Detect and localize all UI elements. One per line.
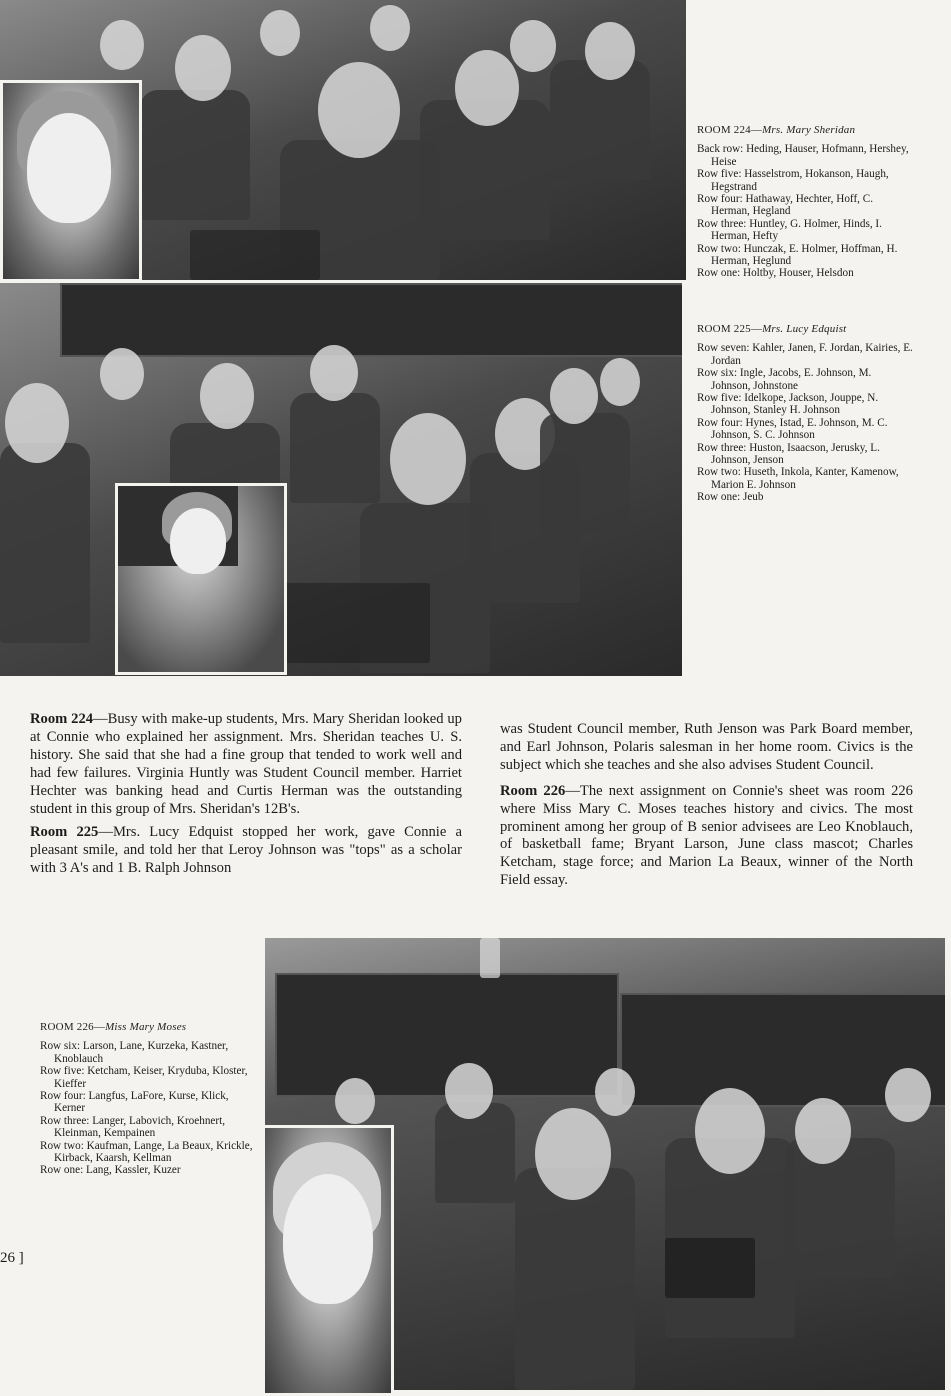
room-225-caption: [697, 323, 913, 504]
room-225-row: Row four: Hynes, Istad, E. Johnson, M. C. Johnson, S. C. Johnson: [697, 416, 888, 442]
room-225-row: Row one: Jeub: [697, 491, 764, 504]
room-226-heading: ROOM 226—Miss Mary Moses: [40, 1021, 187, 1033]
room-226-caption: [40, 1021, 254, 1177]
room-224-caption: [697, 124, 913, 280]
room-225-row: Row two: Huseth, Inkola, Kanter, Kamenow, Marion E. Johnson: [697, 466, 899, 491]
body-column-left: [30, 711, 462, 884]
room-226-row: Row two: Kaufman, Lange, La Beaux, Krickle, Kirback, Kaarsh, Kellman: [40, 1139, 253, 1165]
room-224-text: —Busy with make-up students, Mrs. Mary Sheridan looked up at Connie who explained her assignment. Mrs. Sheridan teaches U. S. history. She said that she had a fine group that tended to work well and had few failures. Virginia Huntly was Student Council member. Harriet Hechter was banking head and Curtis Herman was the outstanding student in this group of Mrs. Sheridan's 12B's.: [30, 711, 462, 817]
room-226-row: Row one: Lang, Kassler, Kuzer: [40, 1164, 181, 1177]
room-225-row: Row six: Ingle, Jacobs, E. Johnson, M. Johnson, Johnstone: [697, 367, 872, 392]
room-225-row: Row five: Idelkope, Jackson, Jouppe, N. Johnson, Stanley H. Johnson: [697, 392, 879, 417]
paragraph-room-225-continued: [500, 721, 913, 775]
room-225-lead: Room 225: [30, 824, 99, 841]
room-226-title: ROOM 226: [40, 1021, 94, 1033]
room-224-row: Row one: Holtby, Houser, Helsdon: [697, 267, 854, 280]
room-224-heading: ROOM 224—Mrs. Mary Sheridan: [697, 124, 856, 136]
room-224-lead: Room 224: [30, 711, 94, 727]
room-224-row: Back row: Heding, Hauser, Hofmann, Hershey, Heise: [697, 143, 909, 168]
room-226-teacher: Miss Mary Moses: [105, 1021, 187, 1033]
room-225-title: ROOM 225: [697, 323, 751, 335]
room-224-title: ROOM 224: [697, 124, 751, 136]
room-225-row: Row three: Huston, Isaacson, Jerusky, L. Johnson, Jenson: [697, 441, 880, 467]
room-224-row: Row four: Hathaway, Hechter, Hoff, C. Herman, Hegland: [697, 193, 874, 218]
room-224-row: Row three: Huntley, G. Holmer, Hinds, I. Herman, Hefty: [697, 217, 882, 243]
room-225-text: —Mrs. Lucy Edquist stopped her work, gave Connie a pleasant smile, and told her that Leroy Johnson was "tops" as a scholar with 3 A's and 1 B. Ralph Johnson: [30, 824, 462, 877]
room-225-class-photo: [0, 283, 682, 676]
room-226-row: Row five: Ketcham, Keiser, Kryduba, Kloster, Kieffer: [40, 1065, 248, 1090]
room-225-row: Row seven: Kahler, Janen, F. Jordan, Kairies, E. Jordan: [697, 342, 913, 367]
room-226-row: Row three: Langer, Labovich, Kroehnert, Kleinman, Kempainen: [40, 1114, 226, 1140]
miss-moses-portrait: [262, 1125, 394, 1396]
room-226-row: Row six: Larson, Lane, Kurzeka, Kastner, Knoblauch: [40, 1040, 229, 1065]
room-225-teacher: Mrs. Lucy Edquist: [762, 323, 847, 335]
room-224-row: Row five: Hasselstrom, Hokanson, Haugh, Hegstrand: [697, 168, 889, 193]
mrs-sheridan-portrait: [0, 80, 142, 282]
body-column-right: [500, 721, 913, 896]
mrs-edquist-portrait: [115, 483, 287, 675]
room-224-teacher: Mrs. Mary Sheridan: [762, 124, 856, 136]
paragraph-room-226: [500, 783, 913, 890]
room-224-row: Row two: Hunczak, E. Holmer, Hoffman, H. Herman, Heglund: [697, 242, 898, 268]
page-number: 26 ]: [0, 1250, 24, 1266]
room-225-continued-text: was Student Council member, Ruth Jenson was Park Board member, and Earl Johnson, Polaris salesman in her home room. Civics is the subject which she teaches and she also advises Student Council.: [500, 721, 913, 773]
room-226-lead: Room 226: [500, 782, 566, 799]
room-225-heading: ROOM 225—Mrs. Lucy Edquist: [697, 323, 847, 335]
room-226-row: Row four: Langfus, LaFore, Kurse, Klick, Kerner: [40, 1090, 229, 1115]
paragraph-room-224: [30, 711, 462, 818]
paragraph-room-225: [30, 824, 462, 878]
room-226-text: —The next assignment on Connie's sheet was room 226 where Miss Mary C. Moses teaches history and civics. The most prominent among her group of B senior advisees are Leo Knoblauch, of basketball fame; Bryant Larson, June class mascot; Charles Ketcham, stage force; and Marion La Beaux, winner of the North Field essay.: [500, 782, 913, 889]
